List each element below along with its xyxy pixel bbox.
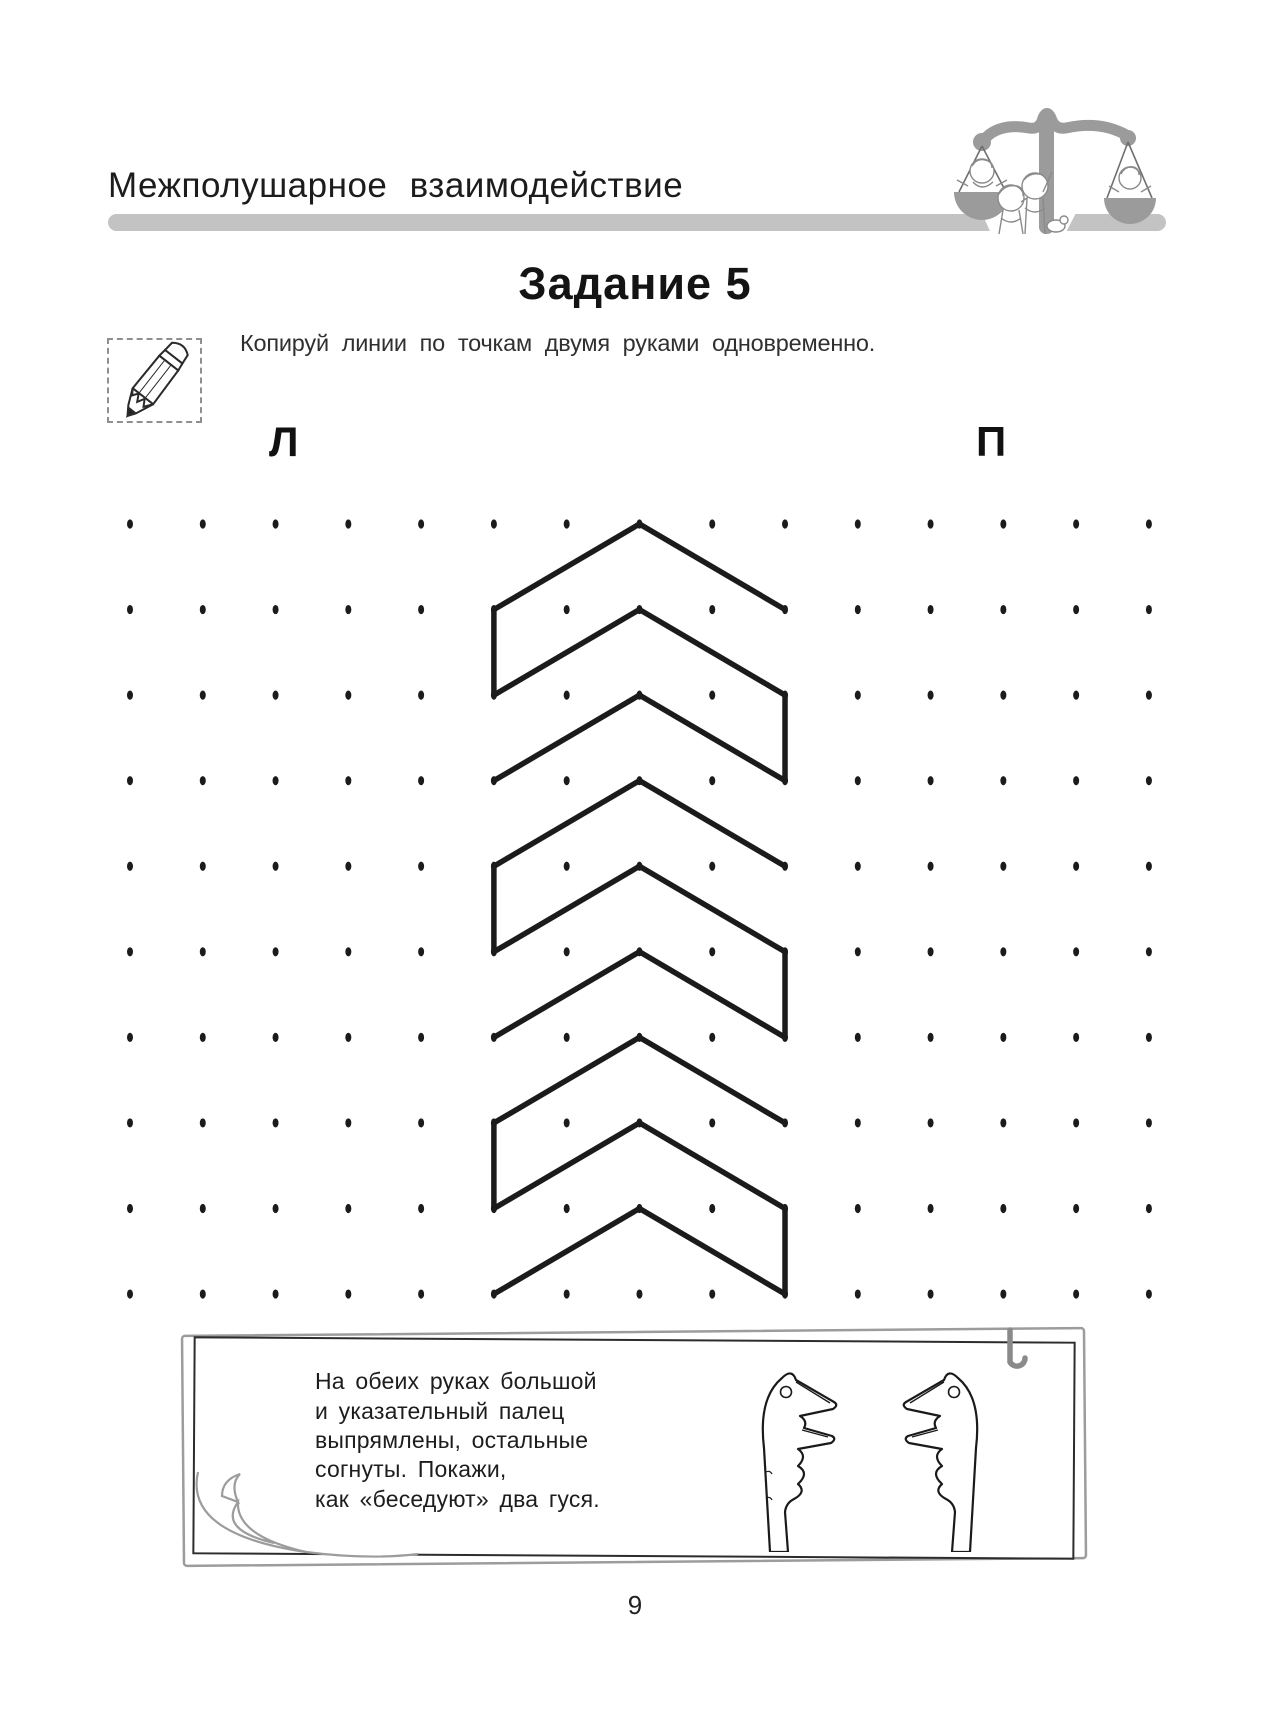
pencil-tip bbox=[125, 409, 134, 418]
grid-dot bbox=[928, 605, 934, 614]
grid-dot bbox=[273, 519, 279, 528]
grid-dot bbox=[1146, 776, 1152, 785]
grid-dot bbox=[636, 1204, 642, 1213]
grid-dot bbox=[200, 1204, 206, 1213]
grid-dot bbox=[491, 1289, 497, 1298]
grid-dot bbox=[345, 862, 351, 871]
grid-dot bbox=[273, 776, 279, 785]
grid-dot bbox=[1000, 605, 1006, 614]
grid-dot bbox=[564, 1118, 570, 1127]
grid-dot bbox=[709, 519, 715, 528]
grid-dot bbox=[782, 1204, 788, 1213]
grid-dot bbox=[1073, 947, 1079, 956]
grid-dot bbox=[418, 862, 424, 871]
grid-dot bbox=[564, 1289, 570, 1298]
grid-dot bbox=[418, 1204, 424, 1213]
grid-dot bbox=[1000, 691, 1006, 700]
grid-dot bbox=[636, 1033, 642, 1042]
grid-dot bbox=[1000, 862, 1006, 871]
grid-dot bbox=[709, 691, 715, 700]
grid-dot bbox=[709, 947, 715, 956]
grid-dot bbox=[200, 1033, 206, 1042]
grid-dot bbox=[200, 605, 206, 614]
grid-dot bbox=[928, 947, 934, 956]
chevron-line bbox=[494, 524, 785, 610]
grid-dot bbox=[928, 1289, 934, 1298]
grid-dot bbox=[928, 1204, 934, 1213]
grid-dot bbox=[564, 862, 570, 871]
grid-dot bbox=[782, 947, 788, 956]
grid-dot bbox=[636, 519, 642, 528]
grid-dot bbox=[709, 1289, 715, 1298]
grid-dot bbox=[1073, 862, 1079, 871]
grid-dot bbox=[491, 862, 497, 871]
left-hand bbox=[763, 1373, 836, 1552]
grid-dot bbox=[491, 1118, 497, 1127]
note-text-line: На обеих руках большой bbox=[315, 1368, 597, 1394]
grid-dot bbox=[491, 605, 497, 614]
balance-scale-illustration bbox=[935, 76, 1170, 238]
chevron-line bbox=[494, 1208, 785, 1294]
page-number: 9 bbox=[627, 1590, 643, 1620]
grid-dot bbox=[418, 519, 424, 528]
child-in-left-pan bbox=[957, 159, 1007, 187]
grid-dot bbox=[855, 947, 861, 956]
grid-dot bbox=[345, 947, 351, 956]
grid-dot bbox=[127, 1118, 133, 1127]
grid-dot bbox=[418, 691, 424, 700]
grid-dot bbox=[491, 947, 497, 956]
grid-dot bbox=[200, 1289, 206, 1298]
grid-dot bbox=[345, 1289, 351, 1298]
grid-dot bbox=[928, 862, 934, 871]
grid-dot bbox=[1146, 605, 1152, 614]
grid-dot bbox=[1146, 1033, 1152, 1042]
grid-dot bbox=[782, 519, 788, 528]
grid-dot bbox=[127, 1289, 133, 1298]
task-instruction: Копируй линии по точкам двумя руками одновременно. bbox=[240, 330, 876, 356]
grid-dot bbox=[491, 1033, 497, 1042]
grid-dot bbox=[928, 1118, 934, 1127]
grid-dot bbox=[127, 947, 133, 956]
grid-dot bbox=[273, 1033, 279, 1042]
chevron-line bbox=[494, 781, 785, 867]
grid-dot bbox=[1146, 1204, 1152, 1213]
grid-dot bbox=[782, 1033, 788, 1042]
grid-dot bbox=[782, 776, 788, 785]
grid-dot bbox=[345, 776, 351, 785]
grid-dot bbox=[855, 519, 861, 528]
grid-dot bbox=[200, 1118, 206, 1127]
grid-dot bbox=[855, 862, 861, 871]
grid-dot bbox=[782, 1289, 788, 1298]
right-hand bbox=[904, 1373, 977, 1552]
grid-dot bbox=[564, 947, 570, 956]
two-hands-goose-gesture-illustration bbox=[730, 1352, 1010, 1552]
grid-dot bbox=[636, 1289, 642, 1298]
grid-dot bbox=[636, 862, 642, 871]
grid-dot bbox=[345, 691, 351, 700]
grid-dot bbox=[273, 862, 279, 871]
grid-dot bbox=[418, 1289, 424, 1298]
grid-dot bbox=[782, 1118, 788, 1127]
grid-dot bbox=[928, 1033, 934, 1042]
left-hand-label: Л bbox=[269, 418, 299, 465]
grid-dot bbox=[636, 947, 642, 956]
grid-dot bbox=[273, 1289, 279, 1298]
grid-dot bbox=[928, 519, 934, 528]
grid-dot bbox=[273, 1118, 279, 1127]
grid-dot bbox=[855, 1118, 861, 1127]
grid-dot bbox=[1146, 1289, 1152, 1298]
grid-dot bbox=[855, 1033, 861, 1042]
grid-dot bbox=[564, 691, 570, 700]
grid-dot bbox=[1073, 1289, 1079, 1298]
grid-dot bbox=[418, 605, 424, 614]
task-heading: Задание 5 bbox=[518, 258, 752, 309]
grid-dot bbox=[928, 776, 934, 785]
grid-dot bbox=[127, 1033, 133, 1042]
grid-dot bbox=[1073, 605, 1079, 614]
grid-dot bbox=[855, 1289, 861, 1298]
right-pan-bowl bbox=[1104, 198, 1156, 224]
grid-dot bbox=[1000, 1204, 1006, 1213]
chevron-line bbox=[494, 866, 785, 952]
grid-dot bbox=[1000, 1118, 1006, 1127]
grid-dot bbox=[1146, 691, 1152, 700]
grid-dot bbox=[1000, 1289, 1006, 1298]
grid-dot bbox=[1073, 519, 1079, 528]
note-box bbox=[178, 1324, 1093, 1574]
grid-dot bbox=[127, 862, 133, 871]
grid-dot bbox=[564, 1204, 570, 1213]
grid-dot bbox=[855, 605, 861, 614]
grid-dot bbox=[855, 776, 861, 785]
grid-dot bbox=[709, 1204, 715, 1213]
pencil-icon bbox=[99, 326, 209, 438]
grid-dot bbox=[564, 1033, 570, 1042]
grid-dot bbox=[127, 1204, 133, 1213]
grid-dot bbox=[1073, 1118, 1079, 1127]
grid-dot bbox=[345, 1118, 351, 1127]
grid-dot bbox=[1146, 519, 1152, 528]
grid-dot bbox=[345, 605, 351, 614]
chevron-line bbox=[494, 695, 785, 781]
grid-dot bbox=[1073, 1033, 1079, 1042]
grid-dot bbox=[1073, 776, 1079, 785]
grid-dot bbox=[782, 691, 788, 700]
grid-dot bbox=[782, 605, 788, 614]
grid-dot bbox=[1000, 947, 1006, 956]
grid-dot bbox=[636, 1118, 642, 1127]
grid-dot bbox=[1000, 776, 1006, 785]
grid-dot bbox=[709, 1118, 715, 1127]
grid-dot bbox=[345, 1204, 351, 1213]
grid-dot bbox=[1146, 947, 1152, 956]
chevron-line bbox=[494, 952, 785, 1038]
grid-dot bbox=[127, 519, 133, 528]
grid-dot bbox=[636, 776, 642, 785]
grid-dot bbox=[564, 605, 570, 614]
grid-dot bbox=[127, 605, 133, 614]
grid-dot bbox=[636, 605, 642, 614]
grid-dot bbox=[564, 519, 570, 528]
grid-dot bbox=[491, 519, 497, 528]
chevron-line bbox=[494, 610, 785, 696]
scale-beam bbox=[982, 114, 1128, 143]
grid-dot bbox=[491, 691, 497, 700]
beam-left-end bbox=[973, 133, 991, 151]
grid-dot bbox=[1000, 519, 1006, 528]
note-text-line: выпрямлены, остальные bbox=[315, 1427, 589, 1453]
grid-dot bbox=[709, 1033, 715, 1042]
note-text-line: и указательный палец bbox=[315, 1398, 565, 1424]
note-text-line: как «беседуют» два гуся. bbox=[315, 1486, 600, 1512]
grid-dot bbox=[855, 691, 861, 700]
page-header-title: Межполушарное взаимодействие bbox=[108, 166, 684, 205]
grid-dot bbox=[928, 691, 934, 700]
grid-dot bbox=[127, 776, 133, 785]
grid-dot bbox=[418, 776, 424, 785]
grid-dot bbox=[709, 862, 715, 871]
grid-dot bbox=[1073, 1204, 1079, 1213]
grid-dot bbox=[200, 947, 206, 956]
grid-dot bbox=[709, 776, 715, 785]
grid-dot bbox=[273, 605, 279, 614]
grid-dot bbox=[273, 691, 279, 700]
grid-dot bbox=[273, 1204, 279, 1213]
grid-dot bbox=[200, 776, 206, 785]
grid-dot bbox=[782, 862, 788, 871]
grid-dot bbox=[418, 947, 424, 956]
chevron-line bbox=[494, 1123, 785, 1209]
grid-dot bbox=[200, 691, 206, 700]
grid-dot bbox=[491, 1204, 497, 1213]
grid-dot bbox=[1000, 1033, 1006, 1042]
grid-dot bbox=[1146, 862, 1152, 871]
grid-dot bbox=[200, 862, 206, 871]
right-hand-label: П bbox=[976, 418, 1007, 465]
grid-dot bbox=[564, 776, 570, 785]
grid-dot bbox=[636, 691, 642, 700]
grid-dot bbox=[491, 776, 497, 785]
grid-dot bbox=[418, 1033, 424, 1042]
grid-dot bbox=[855, 1204, 861, 1213]
grid-dot bbox=[127, 691, 133, 700]
grid-dot bbox=[709, 605, 715, 614]
grid-dot bbox=[1146, 1118, 1152, 1127]
grid-dot bbox=[345, 519, 351, 528]
grid-dot bbox=[1073, 691, 1079, 700]
chevron-line bbox=[494, 1037, 785, 1123]
grid-dot bbox=[418, 1118, 424, 1127]
grid-dot bbox=[200, 519, 206, 528]
note-text-line: согнуты. Покажи, bbox=[315, 1456, 507, 1482]
grid-dot bbox=[345, 1033, 351, 1042]
grid-dot bbox=[273, 947, 279, 956]
